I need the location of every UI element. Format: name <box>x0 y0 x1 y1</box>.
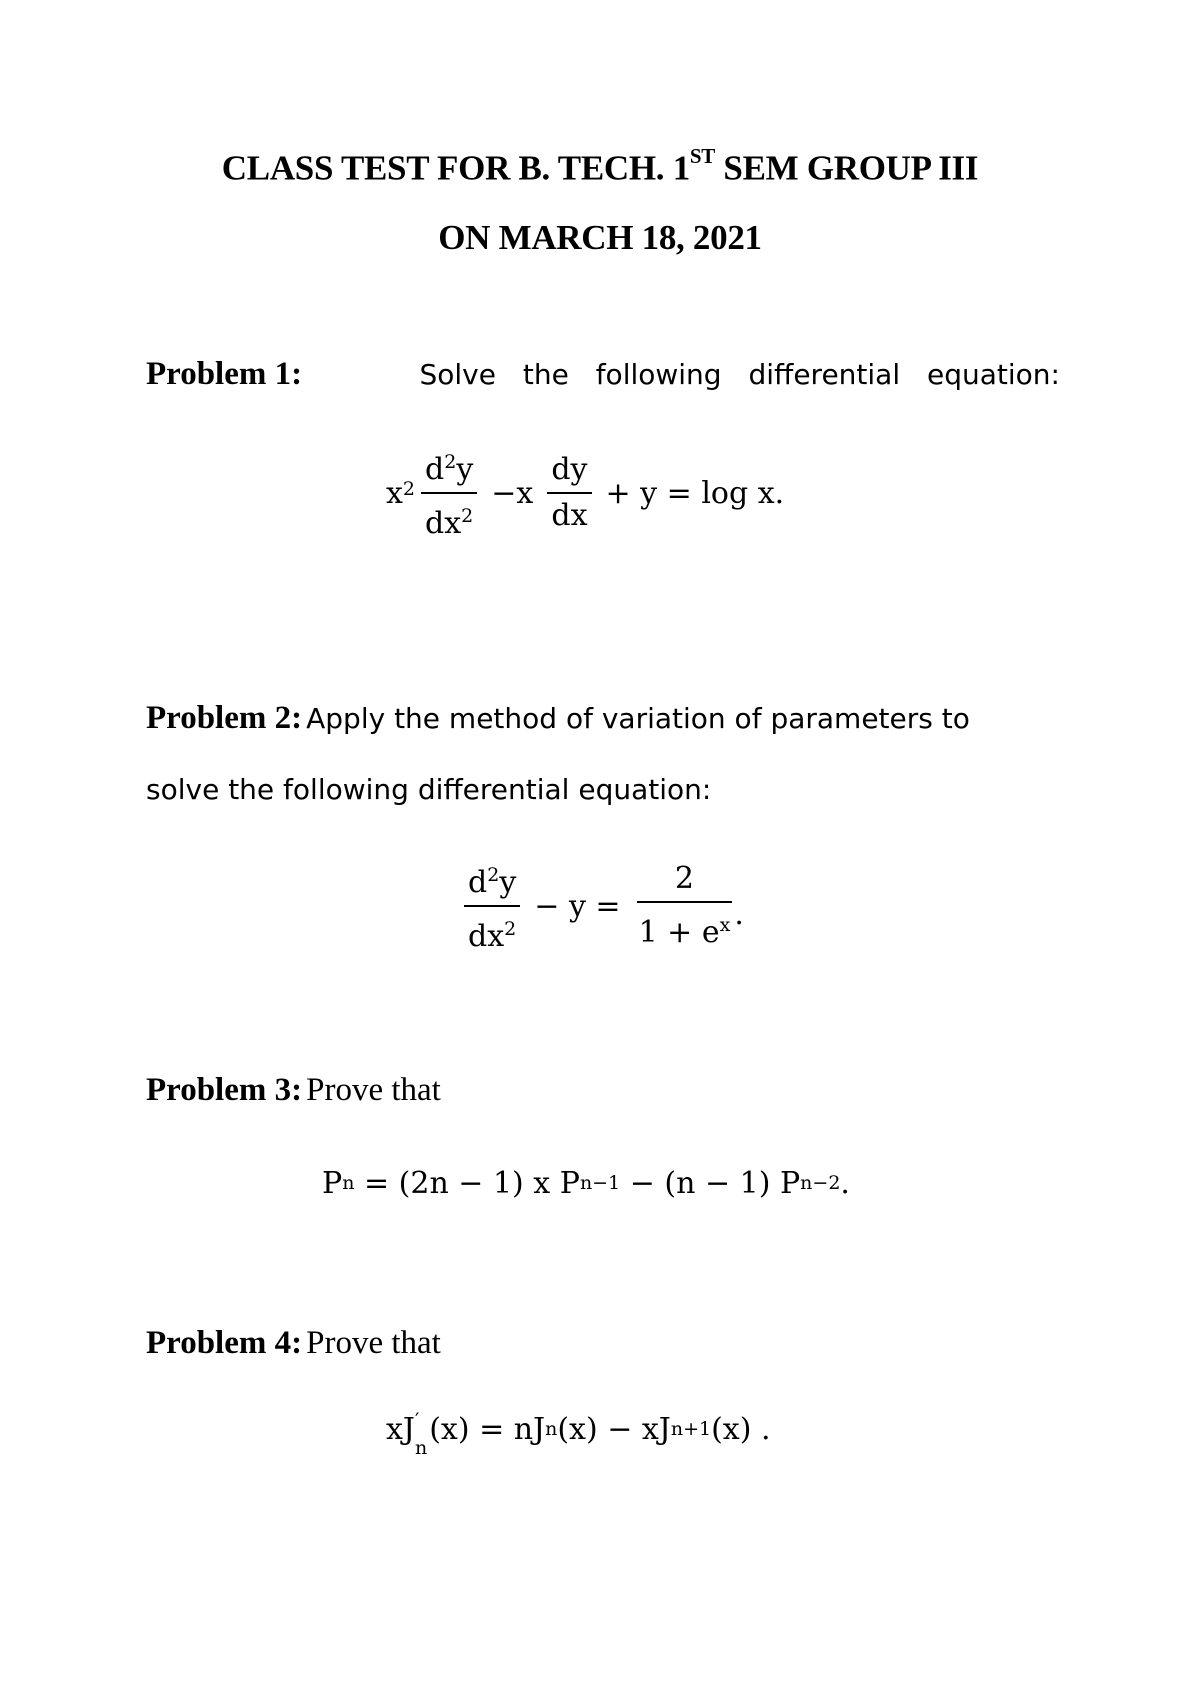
problem-2-equation: $\frac{d^2y}{dx^2}$ − y = $\frac{2}{1 + e^x}$ . <box>458 858 744 954</box>
problem-1-equation: x $^2$ $\frac{d^2y}{dx^2}$ −x $\frac{dy}{dx}$ + y = log x. <box>386 446 792 540</box>
problem-3-statement <box>146 1072 441 1109</box>
problem-2-prompt-line1: Apply the method of variation of parameters to <box>306 702 970 735</box>
fraction-dy-dx: $\frac{dy}{dx}$ <box>547 452 591 534</box>
problem-4-label: Problem 4: <box>146 1325 303 1361</box>
fraction-d2y-dx2: $\frac{d^2y}{dx^2}$ <box>421 444 477 542</box>
problem-2-label: Problem 2: <box>146 700 303 736</box>
problem-2-statement <box>146 700 1066 737</box>
problem-3-prompt: Prove that <box>306 1072 441 1108</box>
problem-1-statement <box>146 356 1060 393</box>
problem-4-prompt: Prove that <box>306 1325 441 1361</box>
problem-3-equation: P n = (2n − 1) x P n−1 − (n − 1) P n−2 . <box>322 1165 850 1201</box>
test-date: ON MARCH 18, 2021 <box>438 218 762 257</box>
problem-3-label: Problem 3: <box>146 1072 303 1108</box>
problem-4-equation: xJ ′ n (x) = nJ n (x) − xJ n+1 (x) . <box>386 1409 771 1459</box>
problem-4-statement <box>146 1325 441 1362</box>
problem-1-label: Problem 1: <box>146 356 303 392</box>
problem-1-prompt: Solve the following differential equation: <box>419 358 1060 391</box>
fraction-d2y-dx2: $\frac{d^2y}{dx^2}$ <box>464 857 520 955</box>
test-title: CLASS TEST FOR B. TECH. 1ST SEM GROUP III <box>221 144 979 188</box>
fraction-2-over-1-plus-ex: $\frac{2}{1 + e^x}$ <box>638 861 731 950</box>
problem-2-prompt-line2: solve the following differential equation: <box>146 773 712 806</box>
